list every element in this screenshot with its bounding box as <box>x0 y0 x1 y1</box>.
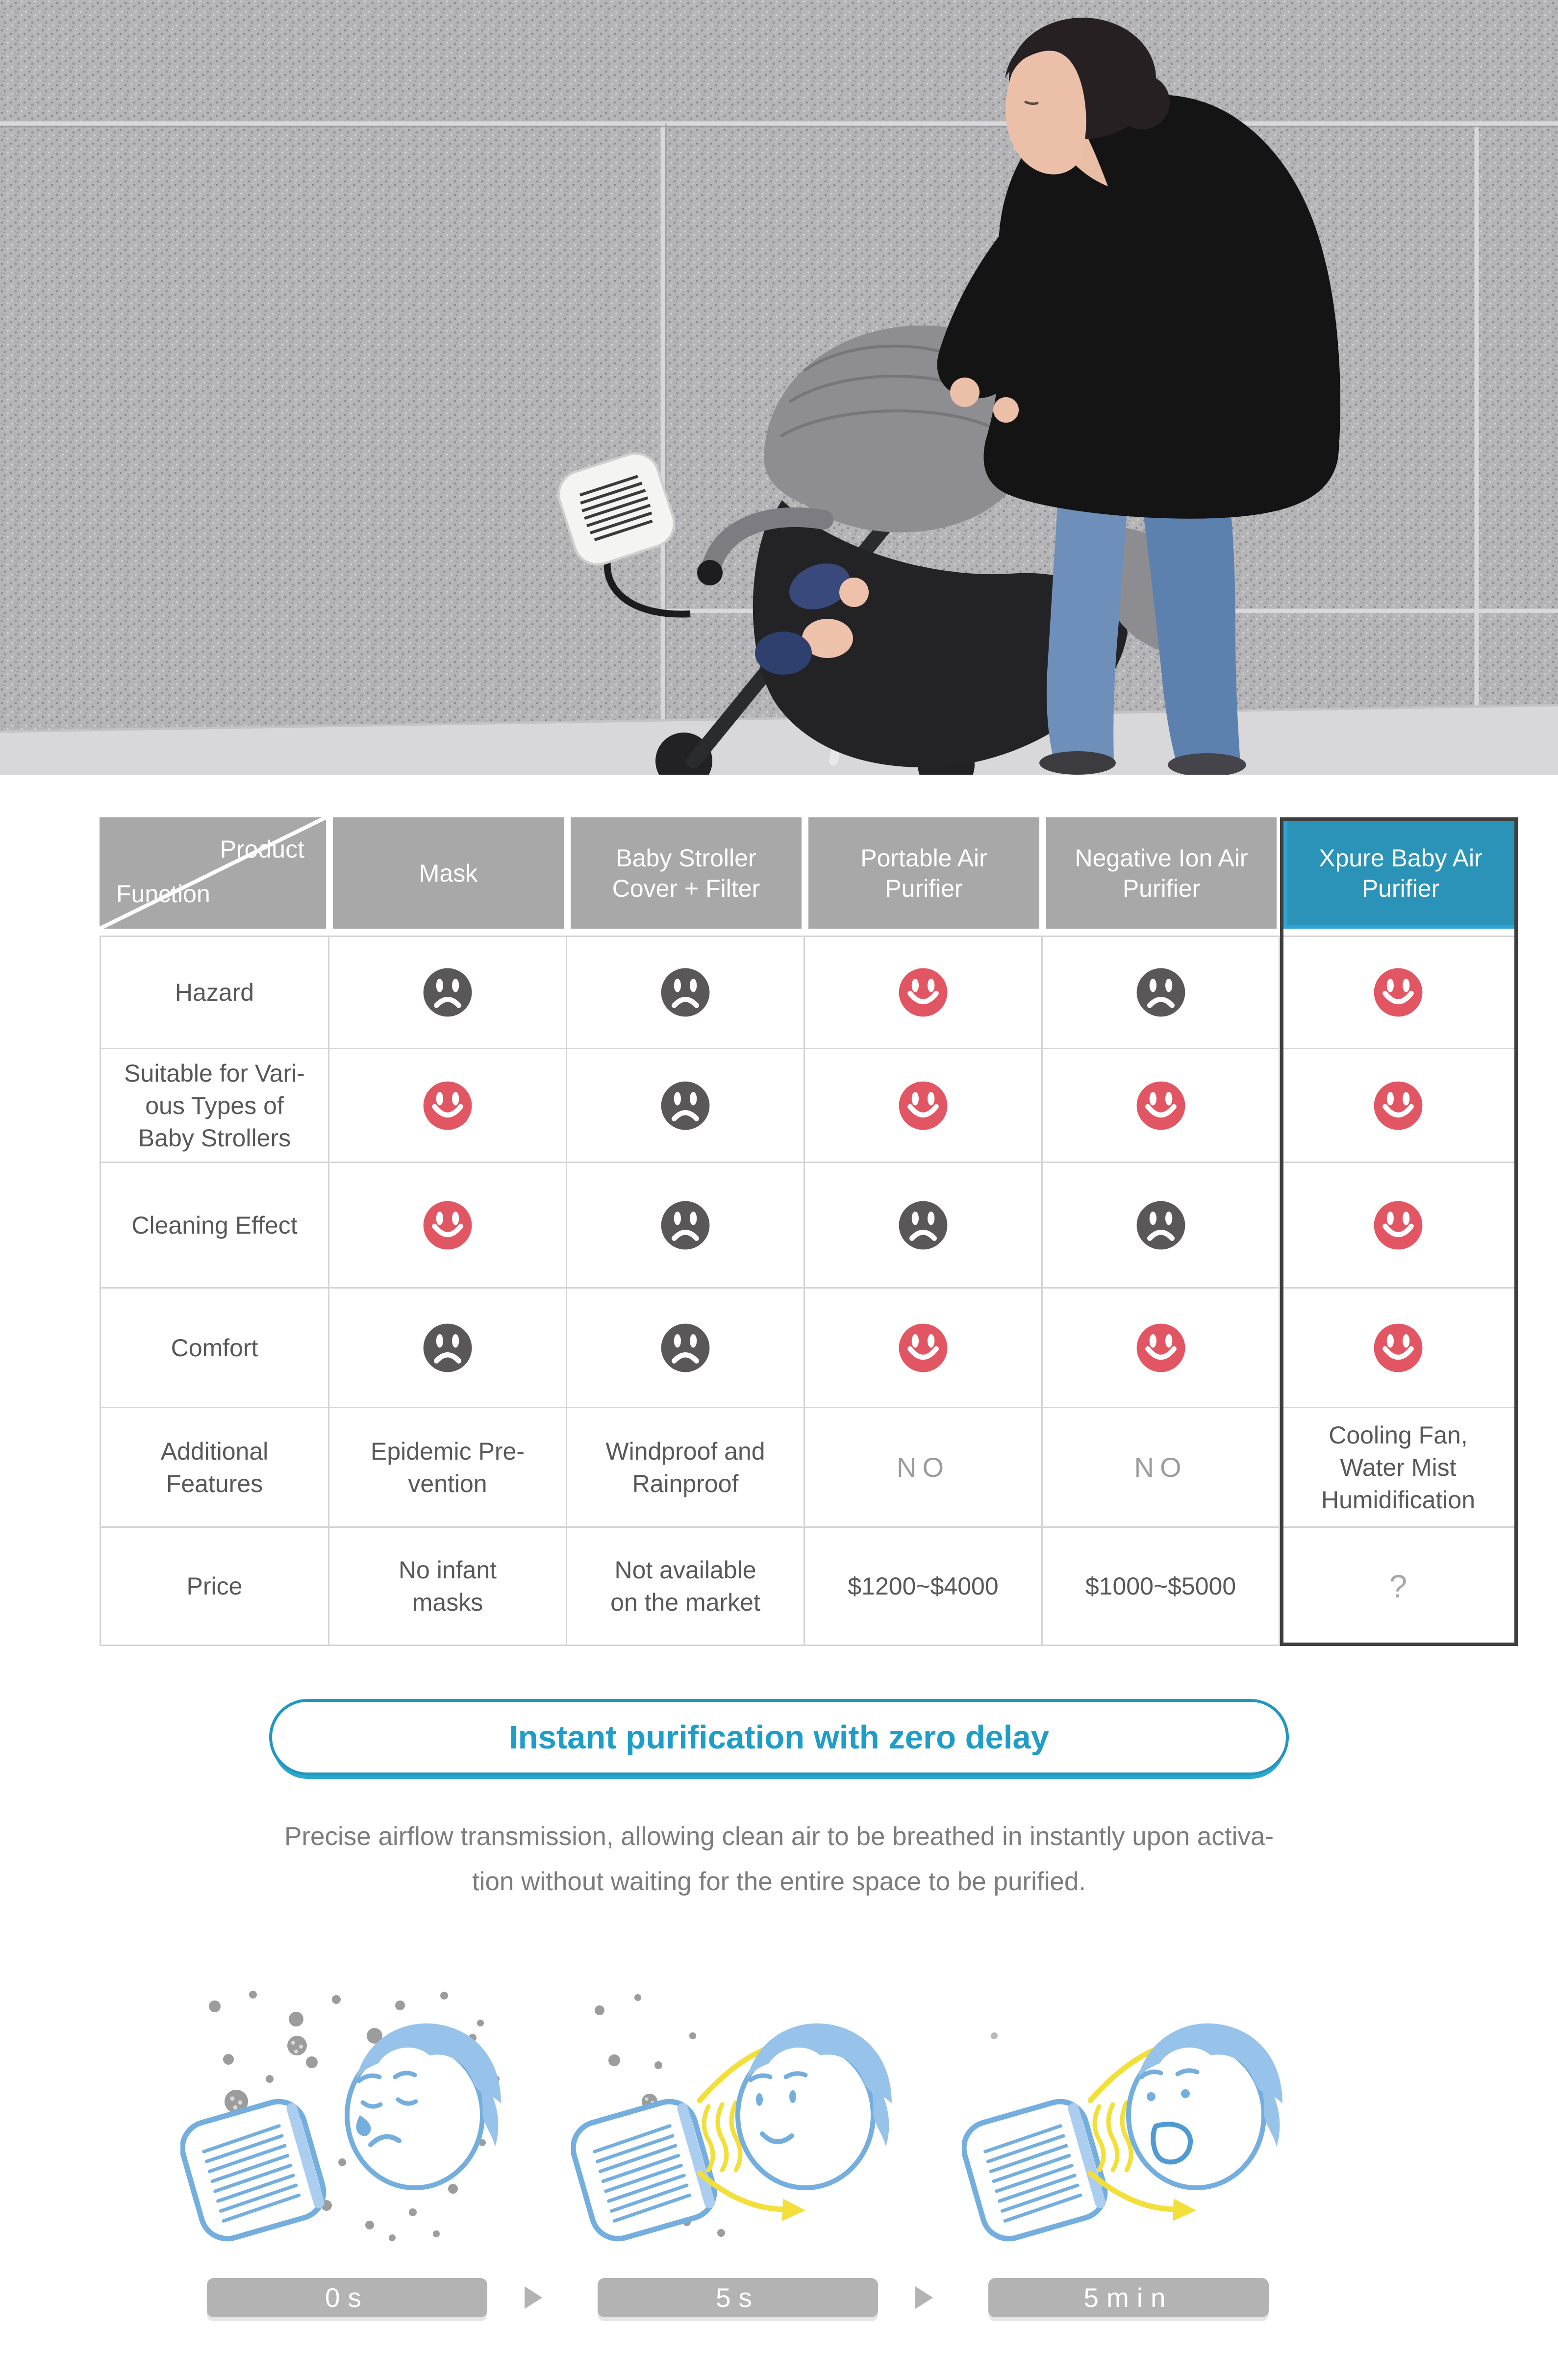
sad-face-icon <box>895 1197 951 1253</box>
rating-cell <box>805 1049 1043 1163</box>
timeline-bar-label: 5s <box>715 2282 760 2313</box>
rating-cell <box>805 1163 1043 1289</box>
timeline-bar-label: 0s <box>325 2282 370 2313</box>
row-label: Additional Features <box>100 1408 329 1528</box>
banner-label: Instant purification with zero delay <box>509 1719 1049 1756</box>
row-label: Comfort <box>100 1289 329 1408</box>
rating-cell <box>1280 1049 1518 1163</box>
cell-text: ? <box>1389 1568 1407 1604</box>
rating-cell <box>567 1289 805 1408</box>
rating-cell <box>567 1163 805 1289</box>
happy-face-icon <box>1133 1078 1189 1134</box>
rating-cell <box>805 1289 1043 1408</box>
corner-header-cell <box>100 817 329 936</box>
purifier-device-icon <box>180 2095 330 2245</box>
text-cell <box>1280 1528 1518 1646</box>
text-cell <box>567 1408 805 1528</box>
happy-face-icon <box>895 1320 951 1376</box>
row-label: Price <box>100 1528 329 1646</box>
purifier-device-icon <box>571 2095 721 2245</box>
happy-face-icon <box>1370 964 1426 1020</box>
cell-text: $1200~$4000 <box>848 1572 999 1600</box>
cell-text: Cooling Fan, Water Mist Humidification <box>1321 1421 1475 1514</box>
cell-text: Epidemic Pre- vention <box>371 1437 525 1497</box>
row-label: Hazard <box>100 936 329 1049</box>
sad-face-icon <box>420 1320 476 1376</box>
comparison-table <box>100 817 1518 1646</box>
sad-face-icon <box>420 964 476 1020</box>
rating-cell <box>1043 936 1280 1049</box>
timeline-step <box>598 1978 878 2317</box>
text-cell <box>329 1408 567 1528</box>
happy-face-icon <box>420 1197 476 1253</box>
column-header: Mask <box>333 817 564 929</box>
timeline-bar <box>598 2278 878 2317</box>
timeline-step <box>988 1978 1269 2317</box>
purifier-device-icon <box>962 2095 1111 2245</box>
rating-cell <box>567 1049 805 1163</box>
happy-face-icon <box>1370 1078 1426 1134</box>
column-header: Xpure Baby Air Purifier <box>1283 817 1518 929</box>
happy-face-icon <box>1370 1197 1426 1253</box>
text-cell <box>1043 1408 1280 1528</box>
sad-face-icon <box>1133 1197 1189 1253</box>
baby-face-icon <box>738 2024 892 2188</box>
rating-cell <box>1043 1289 1280 1408</box>
row-label: Suitable for Vari- ous Types of Baby Strollers <box>100 1049 329 1163</box>
timeline-bar-label: 5min <box>1083 2282 1174 2313</box>
text-cell <box>805 1408 1043 1528</box>
sad-face-icon <box>1133 964 1189 1020</box>
rating-cell <box>329 936 567 1049</box>
scene-clean-air <box>962 1978 1295 2253</box>
rating-cell <box>1280 1289 1518 1408</box>
text-cell <box>805 1528 1043 1646</box>
text-cell <box>1280 1408 1518 1528</box>
text-cell <box>1043 1528 1280 1646</box>
timeline <box>207 1978 1269 2317</box>
cell-text: No infant masks <box>398 1556 497 1616</box>
happy-face-icon <box>1370 1320 1426 1376</box>
cell-text: NO <box>1134 1451 1187 1483</box>
cell-text: Windproof and Rainproof <box>605 1437 765 1497</box>
sad-face-icon <box>657 1320 713 1376</box>
column-header: Baby Stroller Cover + Filter <box>571 817 802 929</box>
column-header: Negative Ion Air Purifier <box>1046 817 1277 929</box>
rating-cell <box>1280 1163 1518 1289</box>
rating-cell <box>1280 936 1518 1049</box>
text-cell <box>567 1528 805 1646</box>
scene-purifying-air <box>571 1978 905 2253</box>
scene-polluted-air <box>180 1978 514 2253</box>
cell-text: Not available on the market <box>610 1556 760 1616</box>
sad-face-icon <box>657 1197 713 1253</box>
happy-face-icon <box>895 1078 951 1134</box>
rating-cell <box>1043 1049 1280 1163</box>
description-line: tion without waiting for the entire space to be purified. <box>472 1867 1086 1896</box>
rating-cell <box>329 1289 567 1408</box>
rating-cell <box>329 1163 567 1289</box>
column-header: Portable Air Purifier <box>808 817 1039 929</box>
rating-cell <box>329 1049 567 1163</box>
timeline-bar <box>207 2278 487 2317</box>
description-line: Precise airflow transmission, allowing clean air to be breathed in instantly upon activa- <box>284 1822 1274 1851</box>
rating-cell <box>805 936 1043 1049</box>
description <box>0 1814 1558 1904</box>
rating-cell <box>567 936 805 1049</box>
rating-cell <box>1043 1163 1280 1289</box>
sad-face-icon <box>657 964 713 1020</box>
sad-face-icon <box>657 1078 713 1134</box>
text-cell <box>329 1528 567 1646</box>
arrow-right-icon <box>525 2286 542 2309</box>
baby-face-icon <box>1129 2024 1282 2188</box>
banner-pill <box>269 1699 1289 1775</box>
arrow-right-icon <box>915 2286 933 2309</box>
timeline-bar <box>988 2278 1269 2317</box>
happy-face-icon <box>895 964 951 1020</box>
happy-face-icon <box>420 1078 476 1134</box>
timeline-step <box>207 1978 487 2317</box>
happy-face-icon <box>1133 1320 1189 1376</box>
hero-photo <box>0 0 1558 775</box>
row-label: Cleaning Effect <box>100 1163 329 1289</box>
cell-text: NO <box>897 1451 950 1483</box>
open-mouth <box>1153 2124 1190 2162</box>
corner-product-label: Product <box>220 836 304 863</box>
cell-text: $1000~$5000 <box>1085 1572 1236 1600</box>
corner-function-label: Function <box>116 880 210 908</box>
